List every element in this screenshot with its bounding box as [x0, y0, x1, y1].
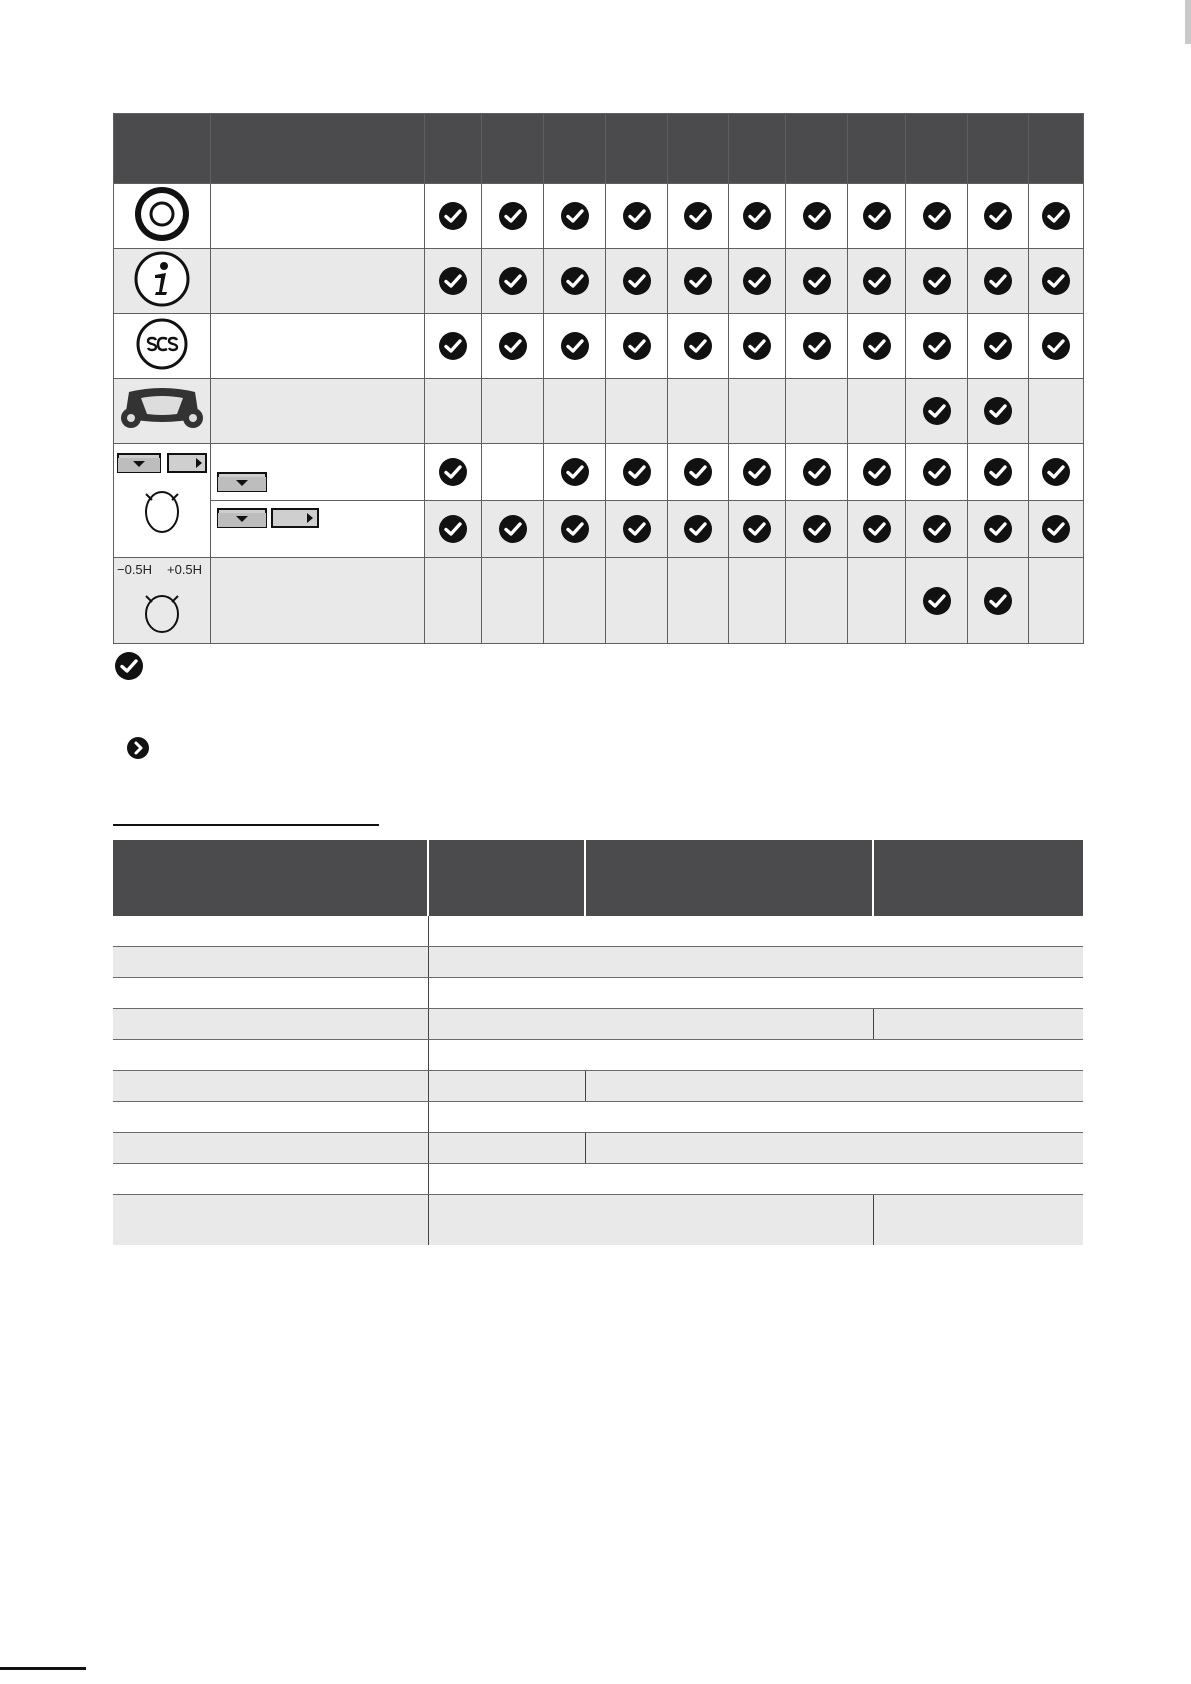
robot-cleaner-icon — [119, 388, 205, 430]
data-label-cell — [113, 978, 428, 1009]
timer-minus-label: −0.5H — [117, 562, 153, 577]
program-cell — [848, 379, 906, 444]
check-circle-icon — [1041, 514, 1071, 544]
header-cell-function — [211, 114, 425, 184]
program-cell — [968, 501, 1029, 558]
program-cell — [482, 444, 544, 501]
header-cell — [585, 840, 873, 916]
header-cell-program — [968, 114, 1029, 184]
timer-offset-icon — [115, 558, 209, 638]
check-circle-icon — [862, 514, 892, 544]
function-cell — [211, 444, 425, 501]
program-cell — [906, 314, 968, 379]
symbol-cell — [114, 379, 211, 444]
program-cell — [729, 501, 786, 558]
program-cell — [786, 184, 848, 249]
data-row — [113, 978, 1083, 1009]
data-row — [113, 1133, 1083, 1164]
data-value-cell — [873, 1195, 1083, 1246]
section-heading-underline — [113, 824, 379, 826]
program-cell — [906, 184, 968, 249]
program-cell — [906, 379, 968, 444]
check-circle-icon — [862, 201, 892, 231]
data-label-cell — [113, 1164, 428, 1195]
program-cell — [968, 314, 1029, 379]
program-cell — [848, 501, 906, 558]
feature-row — [114, 314, 1084, 379]
data-value-cell — [428, 1133, 585, 1164]
check-circle-icon — [438, 201, 468, 231]
program-cell — [968, 184, 1029, 249]
check-circle-icon — [1041, 331, 1071, 361]
program-cell — [425, 184, 482, 249]
header-cell-program — [1029, 114, 1084, 184]
program-cell — [606, 249, 668, 314]
header-cell-symbol — [114, 114, 211, 184]
program-cell — [848, 314, 906, 379]
program-cell — [968, 379, 1029, 444]
program-cell — [482, 379, 544, 444]
data-label-cell — [113, 1009, 428, 1040]
header-cell-program — [425, 114, 482, 184]
symbol-cell — [114, 558, 211, 644]
symbol-cell — [114, 184, 211, 249]
data-table-header — [113, 840, 1083, 916]
program-cell — [606, 501, 668, 558]
check-circle-icon — [922, 396, 952, 426]
check-circle-icon — [742, 457, 772, 487]
program-cell — [544, 379, 606, 444]
data-label-cell — [113, 1071, 428, 1102]
program-cell — [482, 184, 544, 249]
page-edge-mark — [1185, 0, 1191, 44]
program-cell — [544, 444, 606, 501]
data-value-cell — [428, 1040, 1083, 1071]
footer-rule — [0, 1667, 86, 1670]
check-circle-icon — [560, 514, 590, 544]
check-circle-icon — [683, 514, 713, 544]
check-circle-icon — [622, 266, 652, 296]
data-label-cell — [113, 1133, 428, 1164]
header-cell-program — [729, 114, 786, 184]
check-circle-icon — [622, 514, 652, 544]
check-circle-icon — [922, 266, 952, 296]
program-cell — [1029, 379, 1084, 444]
program-cell — [1029, 249, 1084, 314]
function-cell — [211, 184, 425, 249]
program-cell — [786, 501, 848, 558]
program-cell — [668, 314, 729, 379]
check-circle-icon — [438, 514, 468, 544]
check-circle-icon — [560, 201, 590, 231]
data-row — [113, 1195, 1083, 1246]
data-row — [113, 916, 1083, 947]
check-circle-icon — [622, 201, 652, 231]
program-cell — [968, 558, 1029, 644]
header-cell-program — [606, 114, 668, 184]
feature-row — [114, 558, 1084, 644]
check-circle-icon — [983, 457, 1013, 487]
water-level-down-icon — [217, 471, 267, 493]
check-circle-icon — [742, 201, 772, 231]
check-circle-icon — [802, 331, 832, 361]
program-cell — [425, 379, 482, 444]
data-value-cell — [428, 1195, 873, 1246]
check-circle-icon — [983, 514, 1013, 544]
program-cell — [906, 501, 968, 558]
program-cell — [729, 558, 786, 644]
feature-table — [113, 113, 1084, 644]
check-circle-icon — [922, 586, 952, 616]
data-row — [113, 1102, 1083, 1133]
check-circle-icon — [802, 266, 832, 296]
check-circle-icon — [438, 266, 468, 296]
data-value-cell — [428, 1009, 873, 1040]
water-level-icon — [116, 452, 208, 544]
check-circle-icon — [802, 514, 832, 544]
data-value-cell — [873, 1009, 1083, 1040]
technical-data-table — [113, 840, 1083, 1245]
program-cell — [729, 184, 786, 249]
program-cell — [425, 249, 482, 314]
program-cell — [786, 444, 848, 501]
function-cell — [211, 249, 425, 314]
check-circle-icon — [983, 201, 1013, 231]
info-icon — [133, 250, 191, 308]
program-cell — [544, 558, 606, 644]
program-cell — [848, 249, 906, 314]
program-cell — [482, 501, 544, 558]
data-value-cell — [585, 1133, 1083, 1164]
program-cell — [1029, 558, 1084, 644]
feature-row — [114, 249, 1084, 314]
check-circle-icon — [983, 396, 1013, 426]
feature-row — [114, 444, 1084, 501]
program-cell — [668, 249, 729, 314]
check-circle-icon — [802, 201, 832, 231]
function-cell — [211, 314, 425, 379]
data-row — [113, 947, 1083, 978]
check-circle-icon — [560, 331, 590, 361]
check-circle-icon — [802, 457, 832, 487]
program-cell — [544, 314, 606, 379]
program-cell — [786, 558, 848, 644]
check-circle-icon — [742, 331, 772, 361]
check-circle-icon — [683, 201, 713, 231]
symbol-cell — [114, 249, 211, 314]
check-circle-icon — [560, 266, 590, 296]
program-cell — [544, 249, 606, 314]
program-cell — [786, 314, 848, 379]
check-circle-icon — [983, 331, 1013, 361]
check-circle-icon — [922, 331, 952, 361]
check-circle-icon — [498, 266, 528, 296]
check-circle-icon — [560, 457, 590, 487]
program-cell — [668, 558, 729, 644]
check-circle-icon — [498, 331, 528, 361]
data-value-cell — [428, 1071, 585, 1102]
program-cell — [544, 501, 606, 558]
check-circle-icon — [683, 266, 713, 296]
feature-row — [114, 184, 1084, 249]
symbol-cell — [114, 314, 211, 379]
program-cell — [729, 314, 786, 379]
program-cell — [606, 558, 668, 644]
program-cell — [786, 249, 848, 314]
data-value-cell — [585, 1071, 1083, 1102]
data-value-cell — [428, 978, 1083, 1009]
header-cell-program — [668, 114, 729, 184]
data-label-cell — [113, 947, 428, 978]
check-circle-icon — [862, 331, 892, 361]
feature-row — [114, 501, 1084, 558]
check-circle-icon — [1041, 266, 1071, 296]
program-cell — [1029, 444, 1084, 501]
program-cell — [848, 184, 906, 249]
program-cell — [906, 444, 968, 501]
check-circle-icon — [438, 331, 468, 361]
data-row — [113, 1164, 1083, 1195]
data-row — [113, 1040, 1083, 1071]
symbol-cell — [114, 444, 211, 558]
program-cell — [906, 249, 968, 314]
check-circle-icon — [922, 201, 952, 231]
start-stop-icon — [133, 185, 191, 243]
check-circle-icon — [983, 586, 1013, 616]
data-value-cell — [428, 947, 1083, 978]
data-value-cell — [428, 1164, 1083, 1195]
check-circle-icon — [742, 514, 772, 544]
program-cell — [606, 184, 668, 249]
program-cell — [544, 184, 606, 249]
program-cell — [668, 501, 729, 558]
feature-table-header — [114, 114, 1084, 184]
function-cell — [211, 501, 425, 558]
feature-row — [114, 379, 1084, 444]
check-circle-icon — [1041, 201, 1071, 231]
header-cell-program — [786, 114, 848, 184]
program-cell — [729, 379, 786, 444]
program-cell — [729, 249, 786, 314]
program-cell — [482, 558, 544, 644]
check-circle-icon — [498, 201, 528, 231]
program-cell — [848, 558, 906, 644]
program-cell — [425, 314, 482, 379]
check-circle-icon — [438, 457, 468, 487]
program-cell — [425, 501, 482, 558]
data-label-cell — [113, 1195, 428, 1246]
data-row — [113, 1009, 1083, 1040]
header-cell-program — [848, 114, 906, 184]
program-cell — [606, 444, 668, 501]
check-circle-icon — [922, 514, 952, 544]
program-cell — [606, 314, 668, 379]
check-circle-icon — [922, 457, 952, 487]
check-circle-icon — [498, 514, 528, 544]
water-level-forward-icon — [271, 507, 319, 529]
check-circle-icon — [862, 266, 892, 296]
program-cell — [848, 444, 906, 501]
check-circle-icon — [742, 266, 772, 296]
check-circle-icon — [622, 331, 652, 361]
program-cell — [1029, 314, 1084, 379]
timer-plus-label: +0.5H — [167, 562, 203, 577]
check-circle-icon — [1041, 457, 1071, 487]
data-label-cell — [113, 916, 428, 947]
program-cell — [786, 379, 848, 444]
header-cell-program — [906, 114, 968, 184]
program-cell — [668, 184, 729, 249]
program-cell — [968, 249, 1029, 314]
program-cell — [482, 314, 544, 379]
program-cell — [425, 444, 482, 501]
check-circle-icon — [862, 457, 892, 487]
program-cell — [906, 558, 968, 644]
program-cell — [968, 444, 1029, 501]
program-cell — [482, 249, 544, 314]
function-cell — [211, 379, 425, 444]
program-cell — [668, 444, 729, 501]
header-cell — [428, 840, 585, 916]
data-value-cell — [428, 916, 1083, 947]
program-cell — [1029, 184, 1084, 249]
data-value-cell — [428, 1102, 1083, 1133]
check-circle-icon — [683, 331, 713, 361]
function-cell — [211, 558, 425, 644]
scs-icon — [133, 318, 191, 370]
data-label-cell — [113, 1102, 428, 1133]
header-cell — [873, 840, 1083, 916]
water-level-down-icon — [217, 507, 267, 529]
header-cell-program — [482, 114, 544, 184]
program-cell — [1029, 501, 1084, 558]
chevron-right-circle-icon — [126, 736, 150, 760]
data-label-cell — [113, 1040, 428, 1071]
check-circle-icon — [622, 457, 652, 487]
program-cell — [606, 379, 668, 444]
check-circle-icon — [683, 457, 713, 487]
check-circle-icon — [983, 266, 1013, 296]
header-cell-program — [544, 114, 606, 184]
program-cell — [425, 558, 482, 644]
data-row — [113, 1071, 1083, 1102]
program-cell — [668, 379, 729, 444]
check-circle-icon — [114, 651, 144, 681]
header-cell — [113, 840, 428, 916]
program-cell — [729, 444, 786, 501]
